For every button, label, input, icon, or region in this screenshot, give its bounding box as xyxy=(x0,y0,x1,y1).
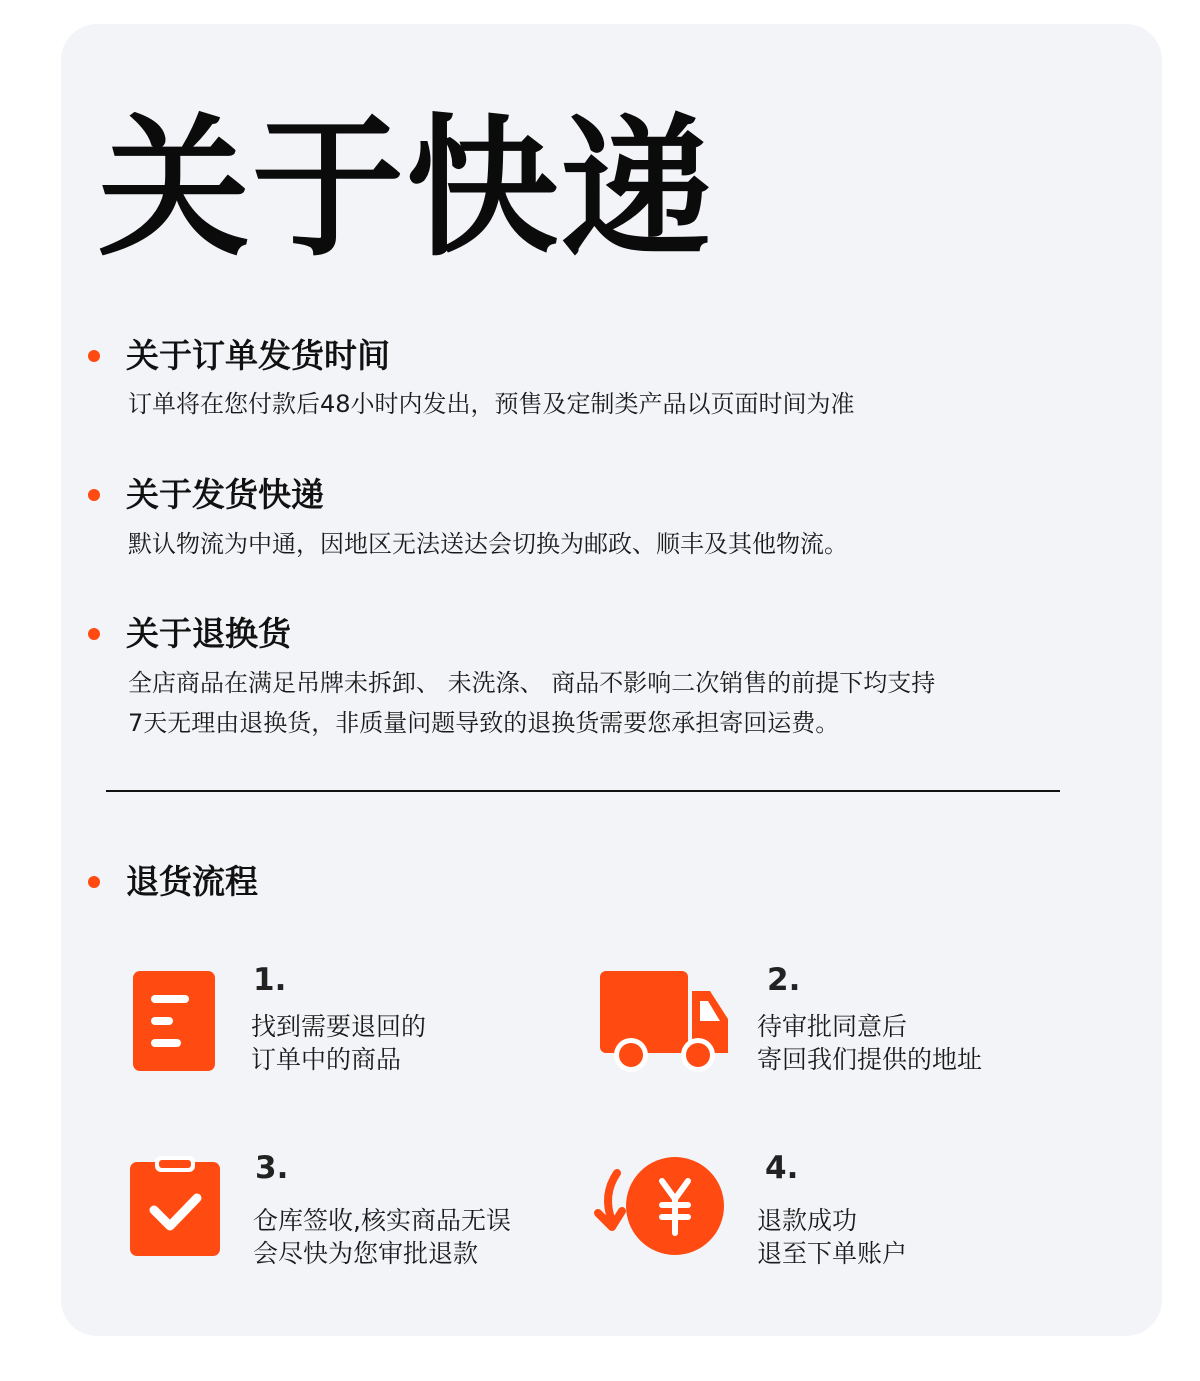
divider xyxy=(106,790,1060,792)
section-heading-returns: 关于退换货 xyxy=(126,614,291,653)
step-number: 1. xyxy=(253,962,287,998)
section-text-shipping-time: 订单将在您付款后48小时内发出，预售及定制类产品以页面时间为准 xyxy=(128,390,855,418)
step-text-line: 订单中的商品 xyxy=(251,1045,402,1074)
section-heading-courier: 关于发货快递 xyxy=(126,475,324,514)
step-text-line: 会尽快为您审批退款 xyxy=(253,1239,479,1268)
bullet-dot xyxy=(88,489,100,501)
page-title: 关于快递 xyxy=(98,100,714,277)
bullet-dot xyxy=(88,876,100,888)
order-list-icon xyxy=(133,971,215,1071)
step-text-line: 寄回我们提供的地址 xyxy=(757,1045,983,1074)
step-text-line: 待审批同意后 xyxy=(757,1012,908,1041)
section-text-courier: 默认物流为中通，因地区无法送达会切换为邮政、顺丰及其他物流。 xyxy=(128,530,848,558)
step-text-line: 退至下单账户 xyxy=(757,1239,908,1268)
return-process-heading: 退货流程 xyxy=(126,862,258,901)
section-heading-shipping-time: 关于订单发货时间 xyxy=(126,336,390,375)
bullet-dot xyxy=(88,350,100,362)
step-number: 4. xyxy=(765,1150,799,1186)
yuan-refund-icon xyxy=(592,1155,726,1257)
step-number: 3. xyxy=(255,1150,289,1186)
step-text-line: 找到需要退回的 xyxy=(251,1012,427,1041)
clipboard-check-icon xyxy=(130,1156,220,1256)
section-text-returns-line-1: 全店商品在满足吊牌未拆卸、 未洗涤、 商品不影响二次销售的前提下均支持 xyxy=(128,669,936,697)
delivery-truck-icon xyxy=(600,971,730,1073)
section-text-returns-line-2: 7天无理由退换货，非质量问题导致的退换货需要您承担寄回运费。 xyxy=(128,709,840,737)
step-number: 2. xyxy=(767,962,801,998)
step-text-line: 仓库签收,核实商品无误 xyxy=(253,1206,511,1235)
bullet-dot xyxy=(88,628,100,640)
step-text-line: 退款成功 xyxy=(757,1206,858,1235)
